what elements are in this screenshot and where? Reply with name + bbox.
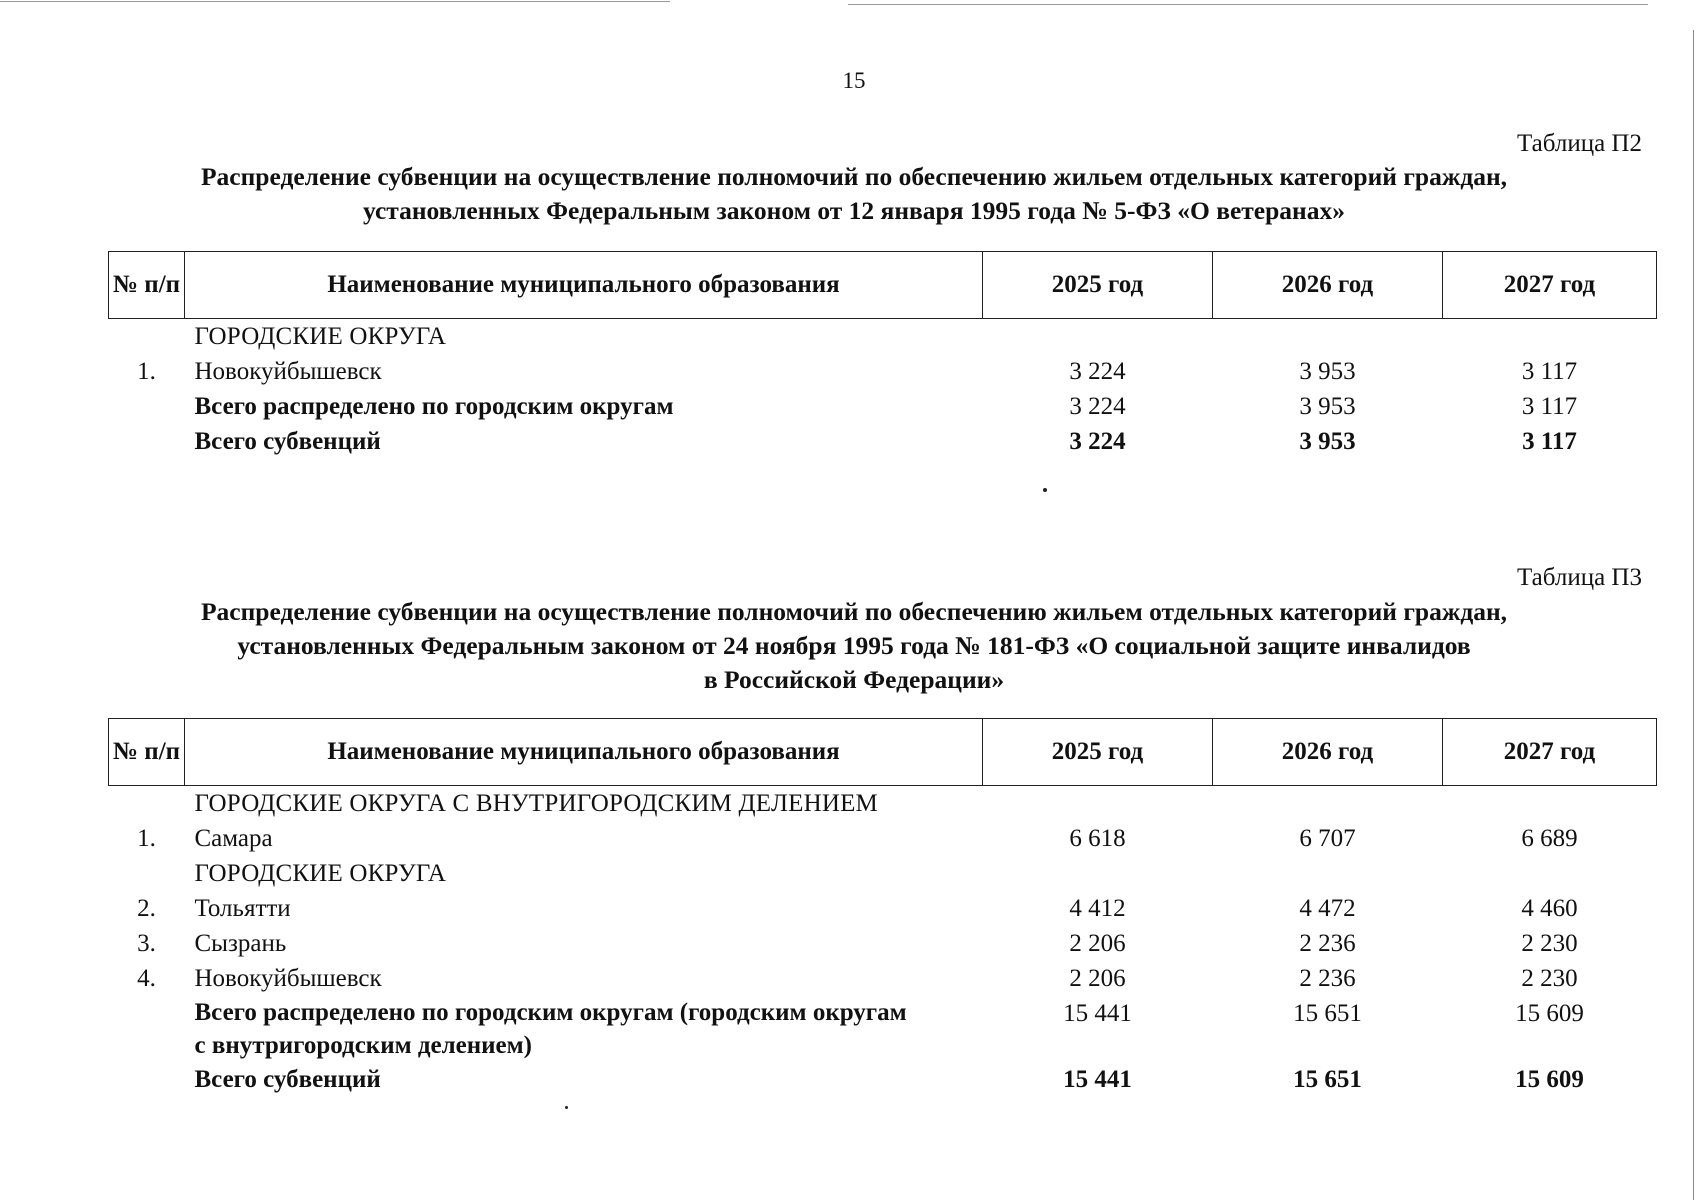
table-row-group — [109, 786, 1657, 822]
scan-speck — [1043, 488, 1047, 492]
row-2025: 4 412 — [1069, 895, 1126, 922]
row-2027: 6 689 — [1521, 825, 1578, 852]
row-no: 2. — [137, 895, 156, 922]
row-no — [109, 1062, 185, 1097]
row-2026: 3 953 — [1299, 393, 1356, 420]
page-number: 15 — [842, 68, 866, 93]
row-2027: 2 230 — [1521, 965, 1578, 992]
row-2025: 15 441 — [1063, 1066, 1132, 1093]
row-no — [109, 319, 185, 355]
row-2027: 15 609 — [1515, 1066, 1584, 1093]
row-2026: 15 651 — [1293, 1066, 1362, 1093]
table-row — [109, 926, 1657, 961]
row-name: Сызрань — [194, 930, 287, 957]
row-2026: 2 236 — [1299, 965, 1356, 992]
row-2025: 2 206 — [1069, 930, 1126, 957]
row-2027: 15 609 — [1515, 1000, 1584, 1027]
table-p2-title-line: Распределение субвенции на осуществление полномочий по обеспечению жильем отдельных категорий граждан, — [200, 162, 1508, 191]
table-p2 — [108, 251, 1657, 459]
header-2027: 2027 год — [1443, 252, 1657, 319]
row-2027 — [1443, 786, 1657, 822]
row-2026: 6 707 — [1299, 825, 1356, 852]
table-p3-title — [0, 595, 1708, 697]
row-2025 — [983, 319, 1213, 355]
table-row-group — [109, 856, 1657, 891]
row-name: Новокуйбышевск — [194, 358, 382, 385]
table-row — [109, 354, 1657, 389]
row-name: Тольятти — [194, 895, 291, 922]
row-2026: 4 472 — [1299, 895, 1356, 922]
header-name: Наименование муниципального образования — [185, 719, 983, 786]
table-p3-title-line: установленных Федеральным законом от 24 ноября 1995 года № 181-ФЗ «О социальной защите инвалидов — [237, 631, 1471, 660]
table-header-row — [109, 719, 1657, 786]
table-row-subtotal — [109, 389, 1657, 424]
row-no — [109, 389, 185, 424]
row-name: Всего субвенций — [194, 1066, 381, 1093]
header-2025: 2025 год — [983, 252, 1213, 319]
row-2025: 15 441 — [1063, 1000, 1132, 1027]
row-name: ГОРОДСКИЕ ОКРУГА С ВНУТРИГОРОДСКИМ ДЕЛЕНИЕМ — [194, 790, 878, 817]
row-no — [109, 786, 185, 822]
row-no: 4. — [137, 965, 156, 992]
table-row-total — [109, 1062, 1657, 1097]
row-2026: 3 953 — [1299, 428, 1356, 455]
row-no: 3. — [137, 930, 156, 957]
row-2026 — [1213, 319, 1443, 355]
row-2025: 6 618 — [1069, 825, 1126, 852]
row-name: Всего субвенций — [194, 428, 381, 455]
row-2025: 3 224 — [1069, 358, 1126, 385]
table-row — [109, 961, 1657, 996]
row-2026: 3 953 — [1299, 358, 1356, 385]
row-2025: 3 224 — [1069, 428, 1126, 455]
row-name: ГОРОДСКИЕ ОКРУГА — [194, 323, 447, 350]
table-row-subtotal — [109, 996, 1657, 1062]
row-2026: 2 236 — [1299, 930, 1356, 957]
row-name: Всего распределено по городским округам — [194, 393, 674, 420]
scan-artifact-line-left — [0, 1, 670, 2]
row-2027: 3 117 — [1521, 358, 1578, 385]
header-no: № п/п — [109, 252, 185, 319]
header-no: № п/п — [109, 719, 185, 786]
row-2027 — [1443, 856, 1657, 891]
row-no: 1. — [137, 825, 156, 852]
row-name: Самара — [194, 825, 273, 852]
row-2025: 3 224 — [1069, 393, 1126, 420]
table-row — [109, 891, 1657, 926]
row-2027: 3 117 — [1522, 428, 1577, 455]
row-2025: 2 206 — [1069, 965, 1126, 992]
row-2027: 3 117 — [1521, 393, 1578, 420]
table-p3-title-line: в Российской Федерации» — [703, 665, 1005, 694]
table-p2-label: Таблица П2 — [1517, 130, 1642, 157]
header-2026: 2026 год — [1213, 252, 1443, 319]
table-p2-title-line: установленных Федеральным законом от 12 января 1995 года № 5-ФЗ «О ветеранах» — [362, 196, 1345, 225]
row-2027: 4 460 — [1521, 895, 1578, 922]
row-name: Новокуйбышевск — [194, 965, 382, 992]
scan-speck — [565, 1106, 568, 1109]
scan-artifact-line-right — [848, 4, 1648, 5]
row-2027: 2 230 — [1521, 930, 1578, 957]
row-2025 — [983, 856, 1213, 891]
row-no — [109, 424, 185, 459]
table-row — [109, 821, 1657, 856]
table-row-total — [109, 424, 1657, 459]
header-2026: 2026 год — [1213, 719, 1443, 786]
table-p3-label: Таблица П3 — [1517, 564, 1642, 591]
row-name: Всего распределено по городским округам (городским округам с внутригородским делением) — [194, 999, 907, 1059]
row-2026 — [1213, 786, 1443, 822]
row-name: ГОРОДСКИЕ ОКРУГА — [194, 860, 447, 887]
table-p3-title-line: Распределение субвенции на осуществление полномочий по обеспечению жильем отдельных категорий граждан, — [200, 597, 1508, 626]
row-no — [109, 996, 185, 1062]
table-row-group — [109, 319, 1657, 355]
header-name: Наименование муниципального образования — [185, 252, 983, 319]
table-header-row — [109, 252, 1657, 319]
table-p3 — [108, 718, 1657, 1097]
row-2025 — [983, 786, 1213, 822]
row-2027 — [1443, 319, 1657, 355]
header-2027: 2027 год — [1443, 719, 1657, 786]
row-2026: 15 651 — [1293, 1000, 1362, 1027]
row-no — [109, 856, 185, 891]
row-2026 — [1213, 856, 1443, 891]
table-p2-title — [0, 160, 1708, 228]
header-2025: 2025 год — [983, 719, 1213, 786]
row-no: 1. — [137, 358, 156, 385]
